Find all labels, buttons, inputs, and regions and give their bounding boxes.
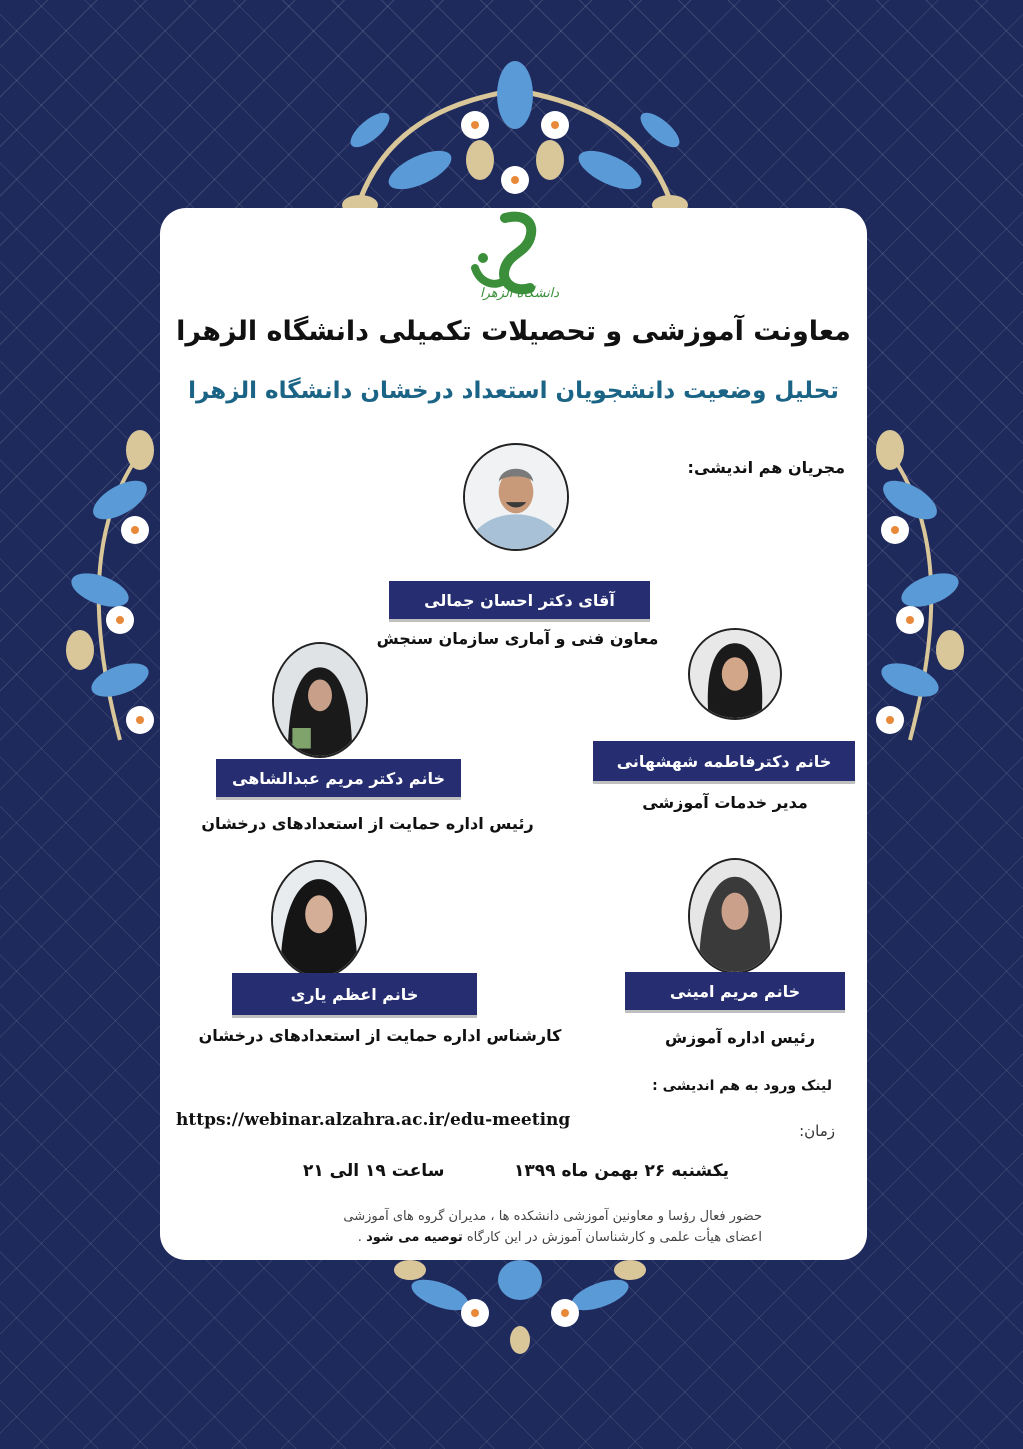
note-line-1: حضور فعال رؤسا و معاونین آموزشی دانشکده ها ، مدیران گروه های آموزشی: [343, 1209, 762, 1224]
speaker-role-5: کارشناس اداره حمایت از استعدادهای درخشان: [198, 1026, 562, 1045]
link-label: لینک ورود به هم اندیشی :: [652, 1078, 832, 1094]
poster-card: [160, 208, 867, 1260]
speaker-name-4: خانم مریم امینی: [625, 972, 845, 1010]
speaker-photo-5: [271, 860, 367, 978]
person-icon: [274, 644, 366, 756]
speaker-name-5: خانم اعظم یاری: [232, 973, 477, 1015]
attendance-note: [242, 1206, 762, 1248]
left-floral-ornament: [40, 420, 170, 760]
person-icon: [690, 860, 780, 972]
speaker-photo-1: [463, 443, 569, 551]
speaker-role-3: رئیس اداره حمایت از استعدادهای درخشان: [201, 814, 534, 833]
event-date: یکشنبه ۲۶ بهمن ماه ۱۳۹۹: [514, 1161, 729, 1181]
top-floral-ornament: [300, 60, 730, 220]
note-line-2: اعضای هیأت علمی و کارشناسان آموزش در این کارگاه توصیه می شود .: [357, 1230, 762, 1245]
page-title: معاونت آموزشی و تحصیلات تکمیلی دانشگاه الزهرا: [176, 316, 851, 347]
page-subtitle: تحلیل وضعیت دانشجویان استعداد درخشان دانشگاه الزهرا: [188, 378, 839, 404]
speaker-role-4: رئیس اداره آموزش: [664, 1028, 816, 1047]
moderators-label: مجریان هم اندیشی:: [687, 458, 845, 477]
speaker-photo-4: [688, 858, 782, 974]
speaker-photo-3: [272, 642, 368, 758]
note-emphasis: توصیه می شود: [366, 1230, 463, 1245]
speaker-name-2: خانم دکترفاطمه شهشهانی: [593, 741, 855, 781]
speaker-role-1: معاون فنی و آماری سازمان سنجش: [376, 629, 659, 648]
speaker-name-3: خانم دکتر مریم عبدالشاهی: [216, 759, 461, 797]
right-floral-ornament: [860, 420, 990, 760]
speaker-role-2: مدیر خدمات آموزشی: [642, 793, 808, 812]
speaker-photo-2: [688, 628, 782, 720]
person-icon: [465, 445, 567, 549]
speaker-name-1: آقای دکتر احسان جمالی: [389, 581, 650, 619]
person-icon: [690, 630, 780, 718]
webinar-link[interactable]: https://webinar.alzahra.ac.ir/edu-meeting: [176, 1110, 571, 1130]
bottom-floral-ornament: [380, 1255, 660, 1355]
time-label: زمان:: [799, 1122, 835, 1140]
event-hours: ساعت ۱۹ الی ۲۱: [303, 1161, 445, 1181]
person-icon: [273, 862, 365, 976]
university-logo-text: دانشگاه الزهرا: [480, 286, 560, 301]
